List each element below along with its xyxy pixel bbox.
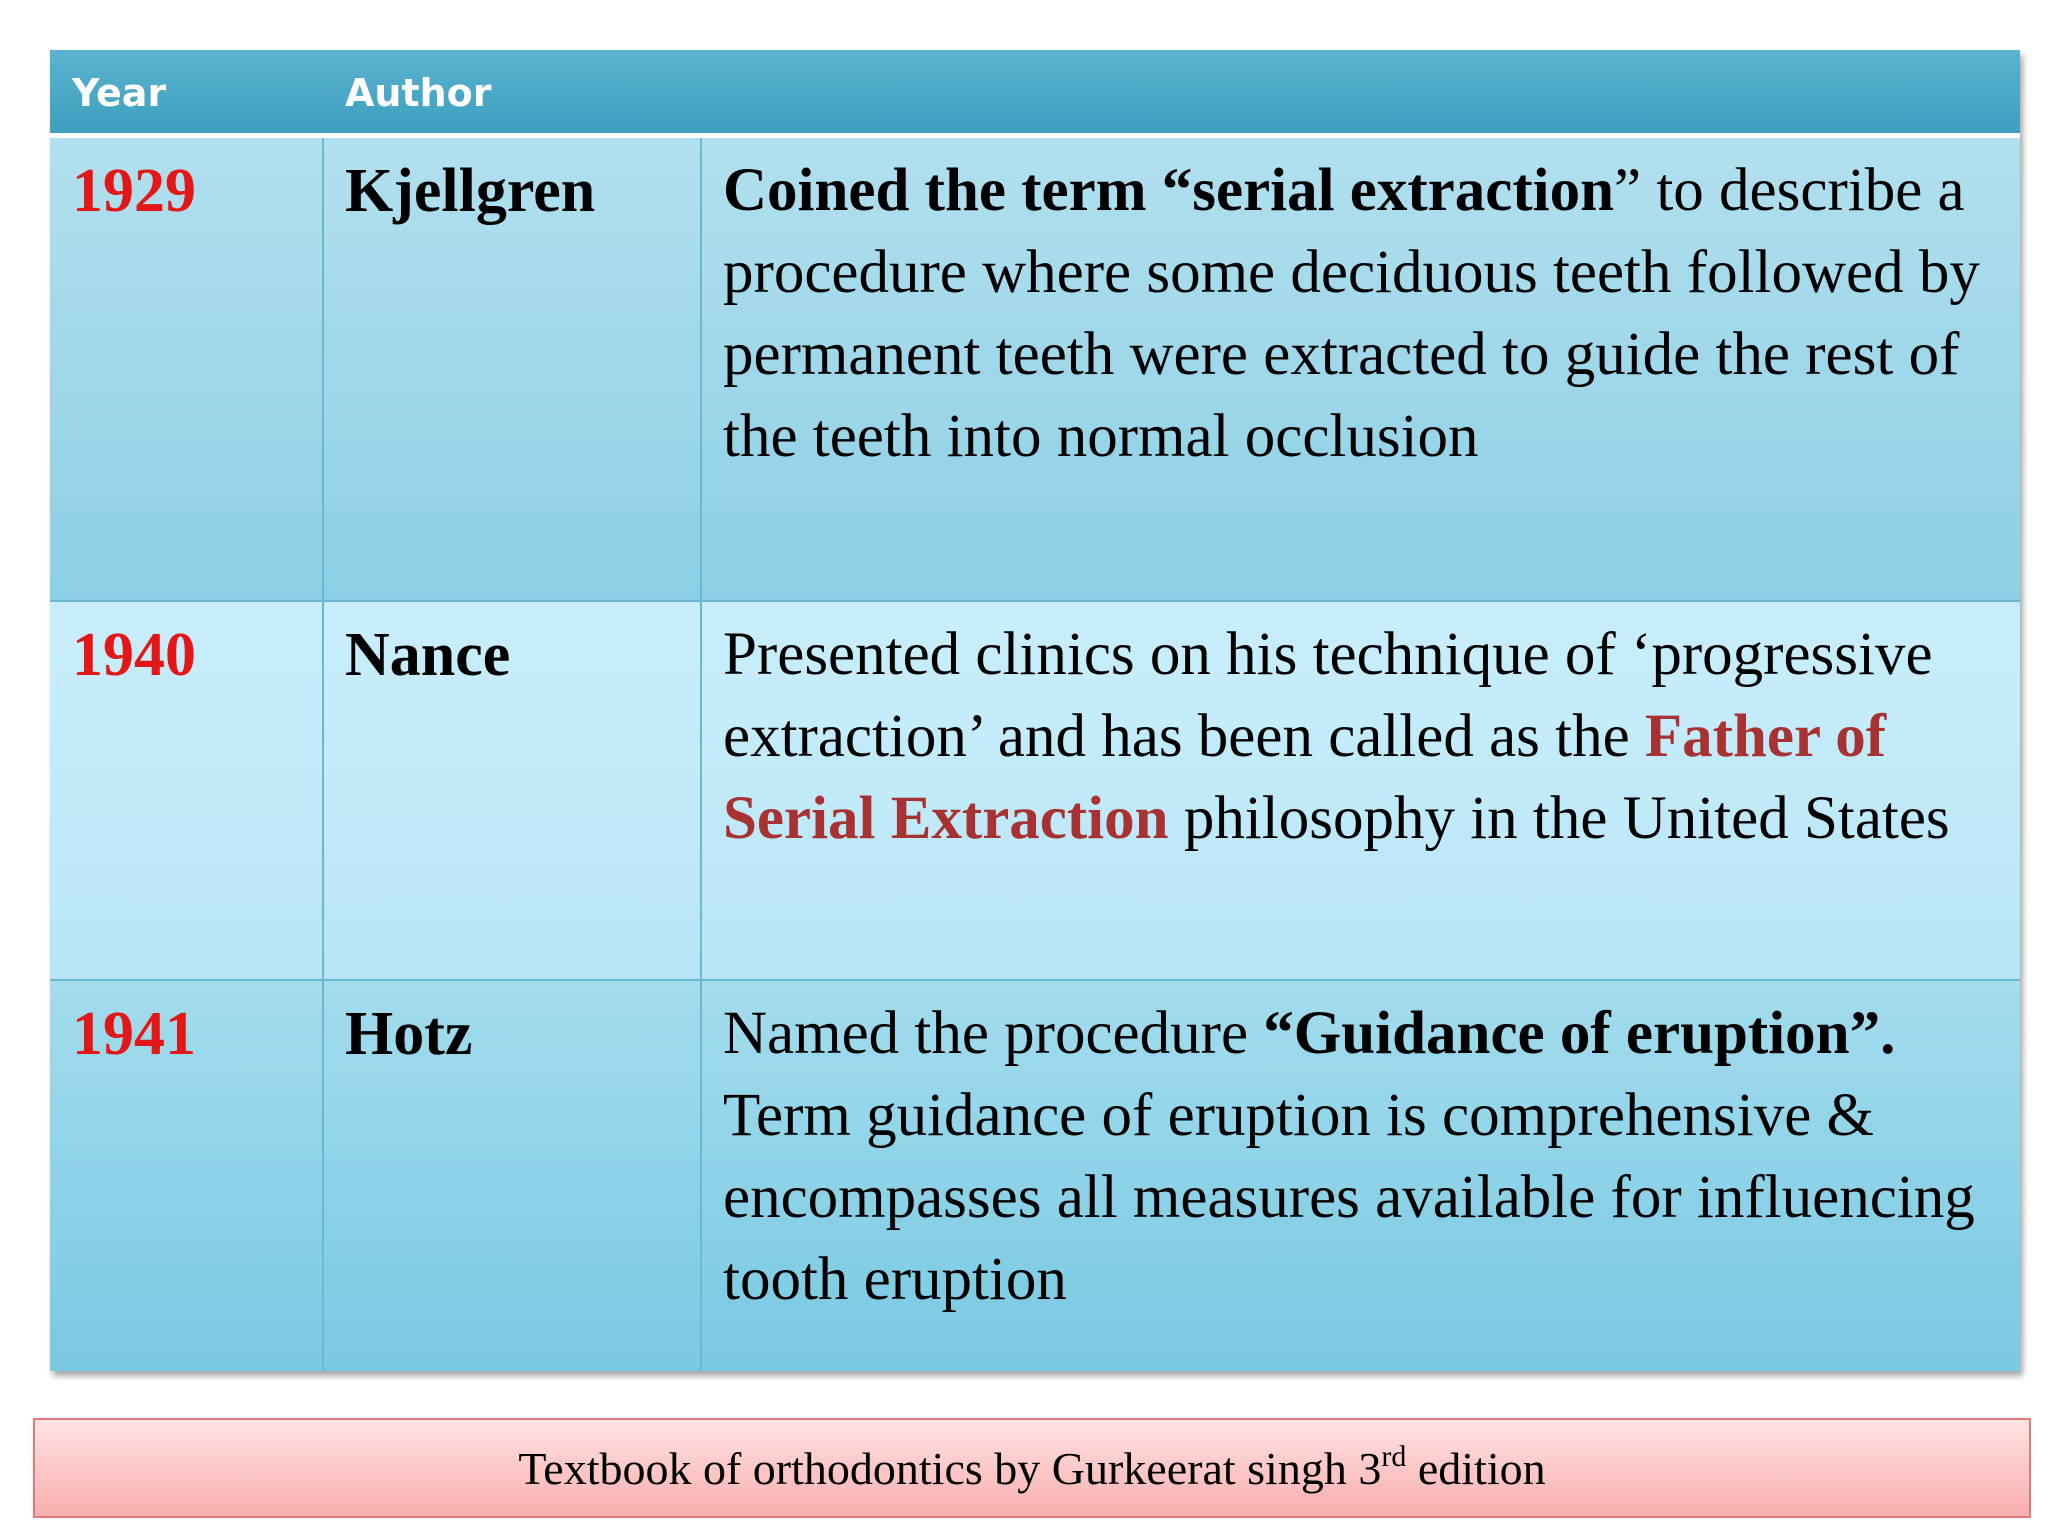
description-text: Presented clinics on his technique of ‘progressive extraction’ and has been called as the [723, 621, 1933, 770]
description-bold-text: “Guidance of eruption”. [1263, 1000, 1896, 1067]
year-cell: 1941 [72, 1000, 196, 1068]
column-divider [322, 138, 324, 1371]
reference-superscript: rd [1381, 1440, 1407, 1473]
description-highlight-text: Father of Serial Extraction [723, 703, 1887, 852]
year-cell: 1929 [72, 157, 196, 225]
author-cell: Hotz [345, 1000, 473, 1068]
description-text: Named the procedure [723, 1000, 1264, 1067]
description-text: philosophy in the United States [1168, 785, 1950, 852]
description-bold-text: Coined the term “serial extraction [723, 157, 1615, 224]
author-cell: Kjellgren [345, 157, 596, 225]
year-cell: 1940 [72, 621, 196, 689]
author-column-header: Author [345, 71, 492, 115]
history-table [50, 50, 2020, 1371]
description-cell [723, 614, 2013, 860]
description-text: Term guidance of eruption is comprehensive & encompasses all measures available for influencing tooth eruption [723, 1082, 1975, 1313]
description-cell [723, 150, 2013, 478]
reference-text [35, 1442, 2029, 1496]
table-row [50, 138, 2020, 602]
reference-title: Textbook of orthodontics by Gurkeerat singh 3 [518, 1443, 1382, 1494]
reference-box [33, 1418, 2031, 1518]
author-cell: Nance [345, 621, 511, 689]
year-column-header: Year [72, 71, 167, 115]
description-cell [723, 993, 2013, 1321]
description-text: ” to describe a procedure where some deciduous teeth followed by permanent teeth were extracted to guide the rest of the teeth into normal occlusion [723, 157, 1980, 470]
table-row [50, 602, 2020, 981]
reference-edition: edition [1406, 1443, 1546, 1494]
table-row [50, 981, 2020, 1371]
table-header [50, 50, 2020, 138]
column-divider [700, 138, 702, 1371]
